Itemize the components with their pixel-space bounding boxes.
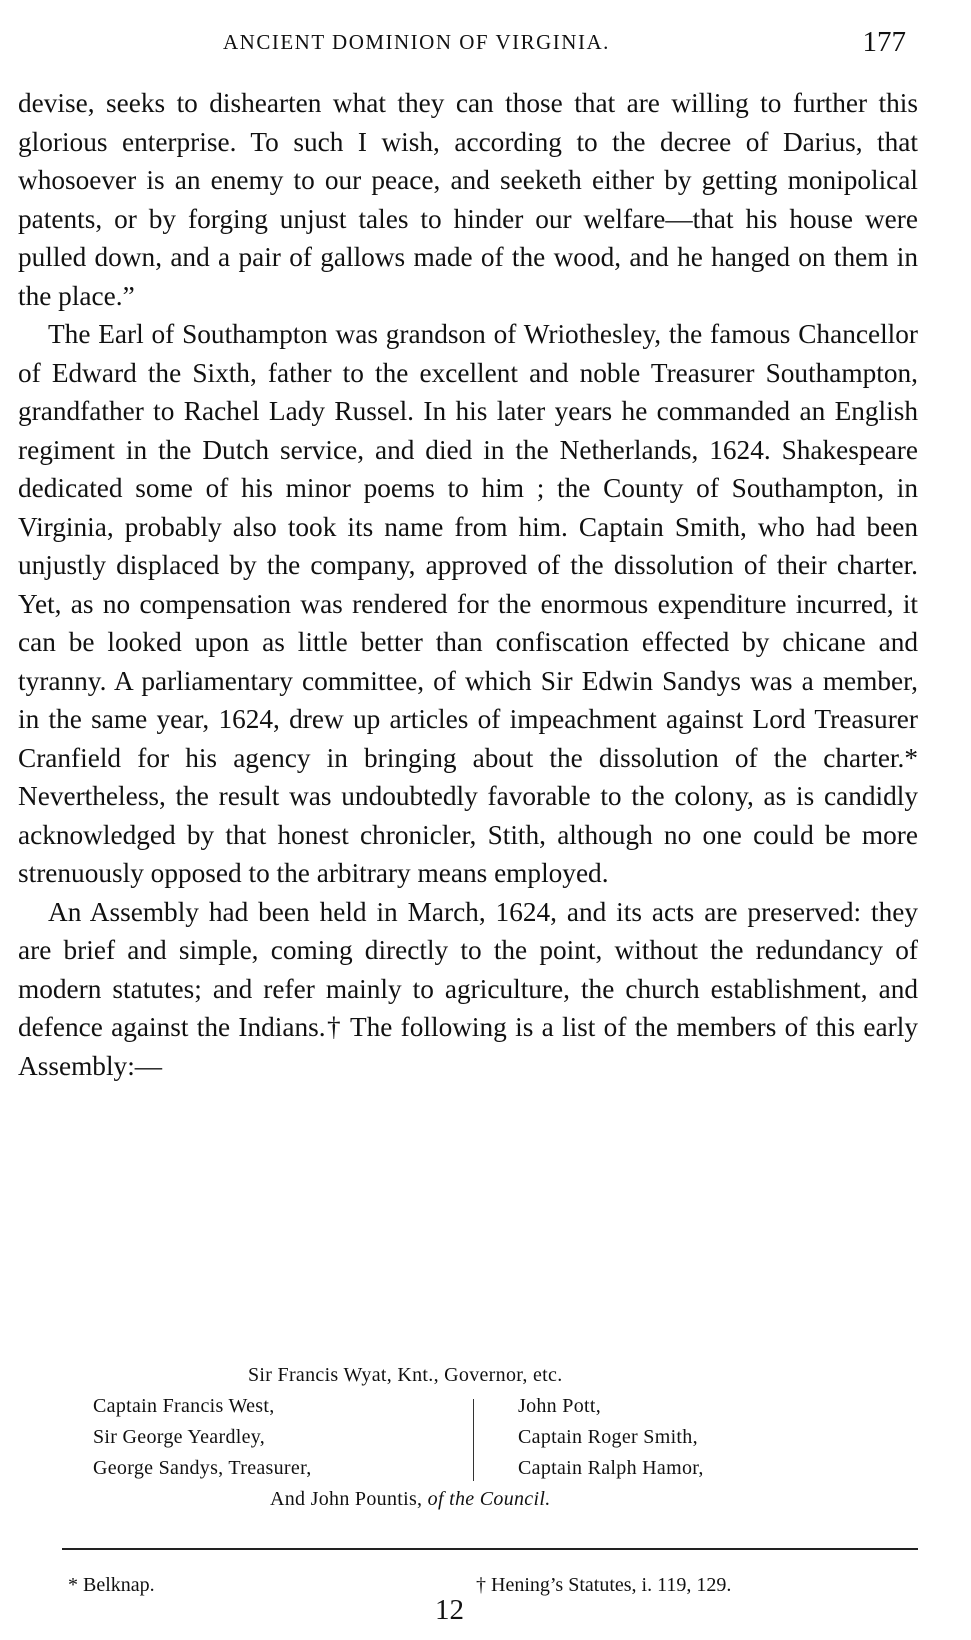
member-left-3: George Sandys, Treasurer, xyxy=(93,1457,312,1479)
paragraph-continued-quote: devise, seeks to dishearten what they can those that are willing to further this glorious enterprise. To such I wish, according to the decree of Darius, that whosoever is an enemy to our peace, and seeketh either by getting monipolical patents, or by forging unjust tales to hinder our welfare—that his house were pulled down, and a pair of gallows made of the wood, and he hanged on them in the place.” xyxy=(18,88,918,311)
council-line xyxy=(270,1488,551,1511)
member-left-2: Sir George Yeardley, xyxy=(93,1426,266,1448)
footnote-hening: † Hening’s Statutes, i. 119, 129. xyxy=(476,1574,732,1596)
paragraph-southampton: The Earl of Southampton was grandson of Wriothesley, the famous Chancellor of Edward the Sixth, father to the excellent and noble Treasurer Southampton, grandfather to Rachel Lady Russel. In his later years he commanded an English regiment in the Dutch service, and died in the Netherlands, 1624. Shakespeare dedicated some of his minor poems to him ; the County of Southampton, in Virginia, probably also took its name from him. Captain Smith, who had been unjustly displaced by the company, approved of the dissolution of their charter. Yet, as no compensation was rendered for the enormous expenditure incurred, it can be looked upon as little better than confiscation effected by chicane and tyranny. A parliamentary committee, of which Sir Edwin Sandys was a member, in the same year, 1624, drew up articles of impeachment against Lord Treasurer Cranfield for his agency in bringing about the dissolution of the charter.* Nevertheless, the result was undoubtedly favorable to the colony, as is candidly acknowledged by that honest chronicler, Stith, although no one could be more strenuously opposed to the arbitrary means employed. xyxy=(18,319,918,888)
member-right-3: Captain Ralph Hamor, xyxy=(518,1457,704,1479)
footnote-belknap: * Belknap. xyxy=(68,1574,155,1596)
member-left-1: Captain Francis West, xyxy=(93,1395,275,1417)
member-right-1: John Pott, xyxy=(518,1395,602,1417)
member-right-2: Captain Roger Smith, xyxy=(518,1426,698,1448)
council-prefix: And John Pountis, xyxy=(270,1488,423,1510)
running-title: ANCIENT DOMINION OF VIRGINIA. xyxy=(223,30,610,54)
running-head xyxy=(18,26,918,62)
column-divider xyxy=(473,1399,474,1481)
governor-line: Sir Francis Wyat, Knt., Governor, etc. xyxy=(248,1364,563,1386)
council-italic: of the Council. xyxy=(427,1488,551,1510)
signature-mark: 12 xyxy=(435,1594,464,1626)
footnote-rule xyxy=(62,1548,918,1550)
page-number: 177 xyxy=(862,26,906,58)
paragraph-assembly: An Assembly had been held in March, 1624, and its acts are preserved: they are brief and simple, coming directly to the point, without the redundancy of modern statutes; and refer mainly to agriculture, the church establishment, and defence against the Indians.† The following is a list of the members of this early Assembly:— xyxy=(18,896,918,1081)
body-text xyxy=(18,84,918,1085)
